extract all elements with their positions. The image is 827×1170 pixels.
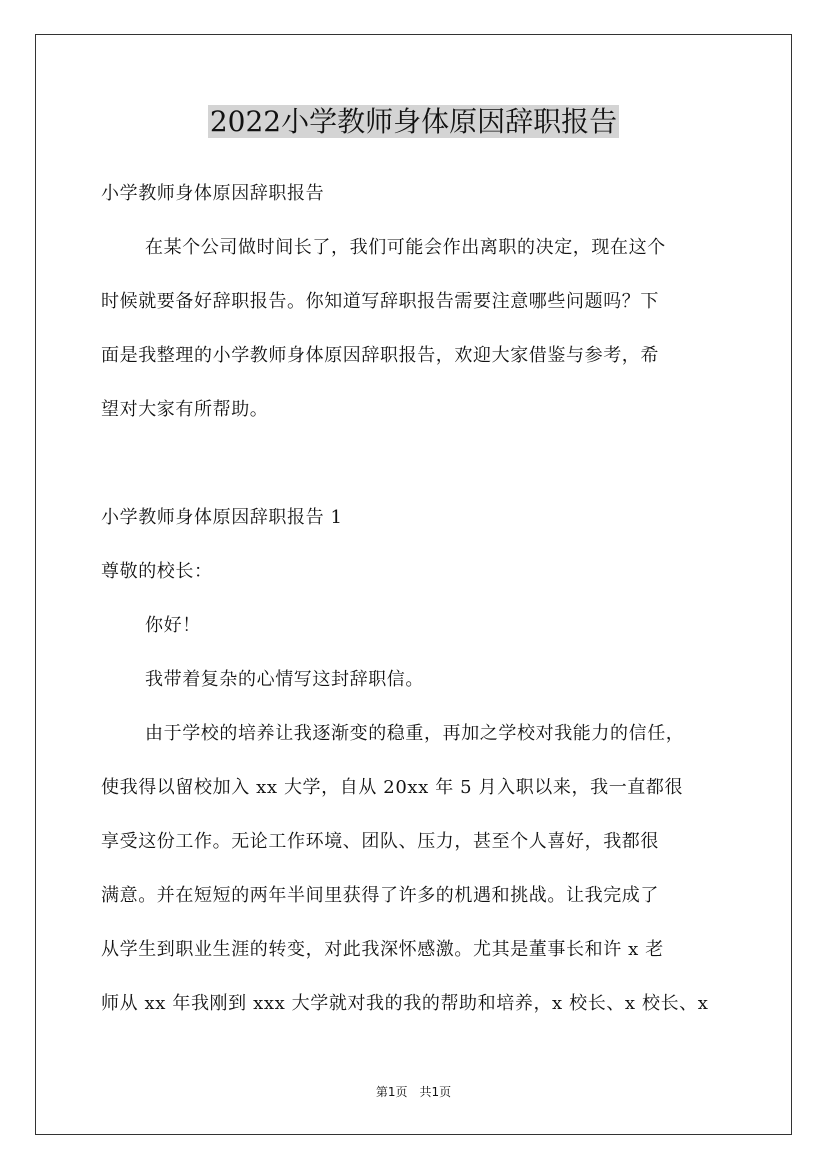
- paragraph-2-line-1: 由于学校的培养让我逐渐变的稳重，再加之学校对我能力的信任，: [145, 723, 685, 744]
- paragraph-2-line-6: 师从 xx 年我刚到 xxx 大学就对我的我的帮助和培养，x 校长、x 校长、x: [101, 993, 709, 1014]
- paragraph-2-line-4: 满意。并在短短的两年半间里获得了许多的机遇和挑战。让我完成了: [101, 885, 659, 906]
- intro-line-2: 时候就要备好辞职报告。你知道写辞职报告需要注意哪些问题吗？下: [101, 291, 659, 312]
- section-heading: 小学教师身体原因辞职报告 1: [101, 507, 343, 528]
- paragraph-2-line-3: 享受这份工作。无论工作环境、团队、压力，甚至个人喜好，我都很: [101, 831, 659, 852]
- intro-line-4: 望对大家有所帮助。: [101, 399, 269, 420]
- page-footer: 第1页 共1页: [375, 1085, 452, 1099]
- intro-line-1: 在某个公司做时间长了，我们可能会作出离职的决定，现在这个: [145, 237, 666, 258]
- paragraph-2-line-5: 从学生到职业生涯的转变，对此我深怀感激。尤其是董事长和许 x 老: [101, 939, 664, 960]
- document-title: [0, 104, 827, 140]
- document-subtitle: 小学教师身体原因辞职报告: [101, 183, 325, 204]
- greeting: 你好！: [145, 615, 201, 636]
- document-title-text: 2022小学教师身体原因辞职报告: [209, 105, 618, 138]
- salutation: 尊敬的校长：: [101, 561, 213, 582]
- paragraph-1: 我带着复杂的心情写这封辞职信。: [145, 669, 424, 690]
- intro-line-3: 面是我整理的小学教师身体原因辞职报告，欢迎大家借鉴与参考，希: [101, 345, 659, 366]
- paragraph-2-line-2: 使我得以留校加入 xx 大学，自从 20xx 年 5 月入职以来，我一直都很: [101, 777, 684, 798]
